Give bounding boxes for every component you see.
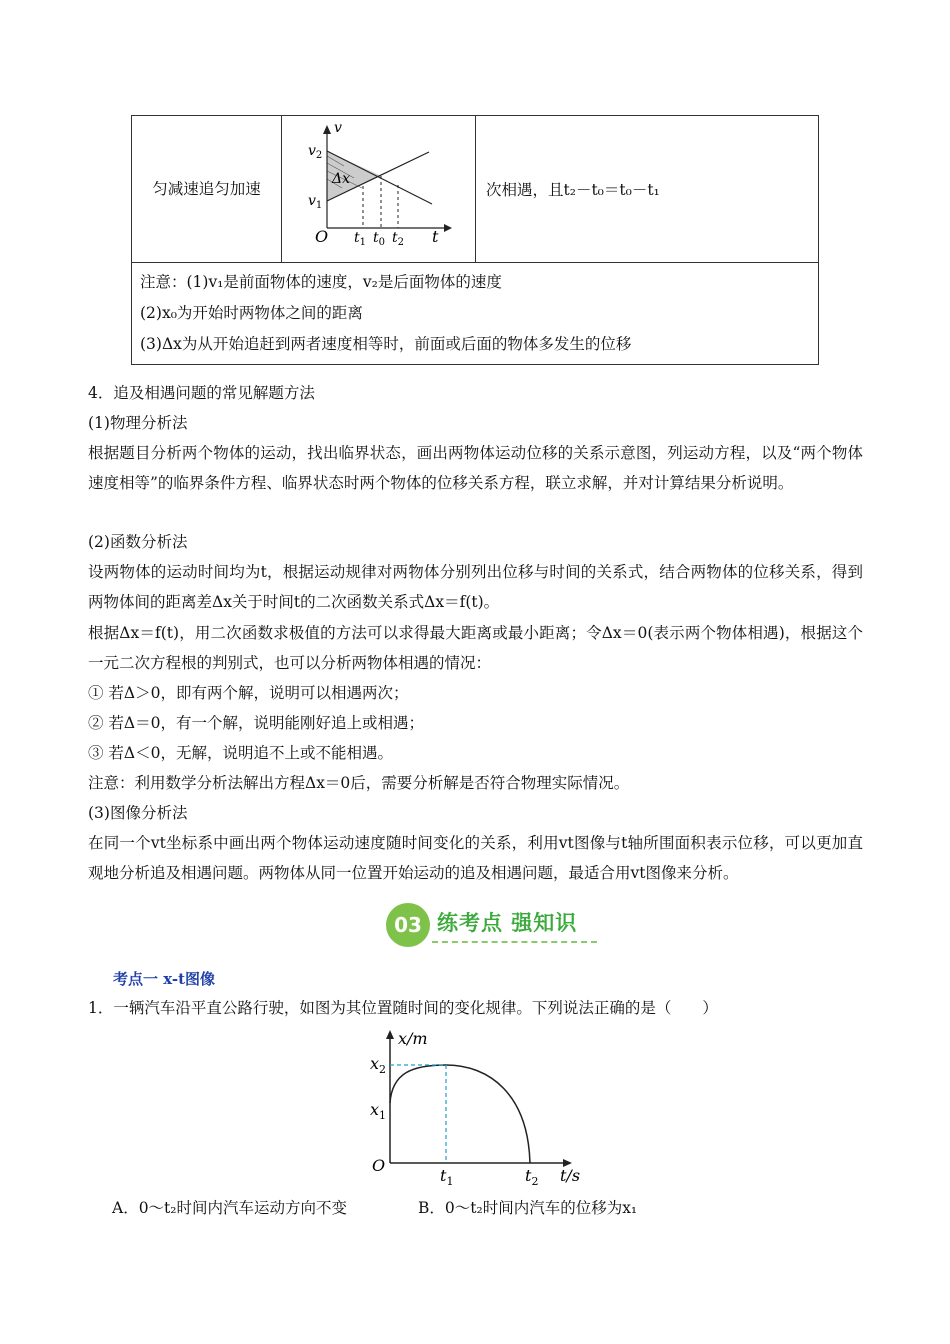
method-2-note: 注意：利用数学分析法解出方程Δx＝0后，需要分析解是否符合物理实际情况。 <box>88 774 630 792</box>
t2-label: $t_2$ <box>392 230 405 248</box>
row-label: 匀减速追匀加速 <box>132 116 282 263</box>
method-3-text: 在同一个vt坐标系中画出两个物体运动速度随时间变化的关系，利用vt图像与t轴所围面积表示位移，可以更加直观地分析追及相遇问题。两物体从同一位置开始运动的追及相遇问题，最适合用vt图像来分析。 <box>88 834 863 882</box>
case-2: ② 若Δ＝0，有一个解，说明能刚好追上或相遇； <box>88 714 424 732</box>
method-1-text: 根据题目分析两个物体的运动，找出临界状态，画出两物体运动位移的关系示意图，列运动方程，以及“两个物体速度相等”的临界条件方程、临界状态时两个物体的位移关系方程，联立求解，并对计算结果分析说明。 <box>88 444 863 492</box>
xt-origin-label: O <box>372 1156 386 1175</box>
option-b: B．0～t₂时间内汽车的位移为x₁ <box>418 1199 638 1217</box>
vt-graph <box>282 116 475 258</box>
x1-tick-label: $x_1$ <box>370 1100 387 1122</box>
x2-tick-label: $x_2$ <box>370 1054 387 1076</box>
t1-label: $t_1$ <box>354 230 367 248</box>
xt-graph <box>360 1025 600 1190</box>
note-3: (3)Δx为从开始追赶到两者速度相等时，前面或后面的物体多发生的位移 <box>140 335 632 353</box>
method-2-text: 设两物体的运动时间均为t，根据运动规律对两物体分别列出位移与时间的关系式，结合两物体的位移关系，得到两物体间的距离差Δx关于时间t的二次函数关系式Δx＝f(t)。 <box>88 563 863 611</box>
xt-y-axis-label: x/m <box>398 1029 428 1048</box>
vt-graph-cell <box>282 116 476 263</box>
delta-x-label: Δx <box>332 171 351 187</box>
notes-cell <box>132 263 819 365</box>
section-heading: 4．追及相遇问题的常见解题方法 <box>88 384 315 402</box>
kaodian-heading: 考点一 x-t图像 <box>113 970 216 988</box>
banner-underline <box>432 941 597 943</box>
method-3-title: (3)图像分析法 <box>88 804 188 822</box>
question-stem: 1．一辆汽车沿平直公路行驶，如图为其位置随时间的变化规律。下列说法正确的是（ ） <box>88 999 718 1017</box>
note-2: (2)x₀为开始时两物体之间的距离 <box>140 304 363 322</box>
t1-tick-label: $t_1$ <box>440 1166 454 1188</box>
case-1: ① 若Δ＞0，即有两个解，说明可以相遇两次； <box>88 684 409 702</box>
case-3: ③ 若Δ＜0，无解，说明追不上或不能相遇。 <box>88 744 393 762</box>
method-1-title: (1)物理分析法 <box>88 414 188 432</box>
xt-x-axis-label: t/s <box>560 1166 581 1185</box>
axis-v-label: v <box>334 120 342 136</box>
note-1: 注意：(1)v₁是前面物体的速度，v₂是后面物体的速度 <box>140 273 502 291</box>
method-2-title: (2)函数分析法 <box>88 533 188 551</box>
description-cell: 次相遇，且t₂－t₀＝t₀－t₁ <box>476 116 819 263</box>
t2-tick-label: $t_2$ <box>525 1166 539 1188</box>
axis-t-label: t <box>432 227 439 246</box>
option-a: A．0～t₂时间内汽车运动方向不变 <box>112 1199 347 1217</box>
v2-label: $v_2$ <box>308 143 323 161</box>
banner-number-badge: 03 <box>386 903 430 947</box>
comparison-table <box>131 115 819 365</box>
method-2-text2: 根据Δx＝f(t)，用二次函数求极值的方法可以求得最大距离或最小距离；令Δx＝0(表示两个物体相遇)，根据这个一元二次方程根的判别式，也可以分析两物体相遇的情况： <box>88 624 863 672</box>
banner-title: 练考点 强知识 <box>437 911 578 935</box>
v1-label: $v_1$ <box>308 193 323 211</box>
t0-label: $t_0$ <box>373 230 386 248</box>
origin-label: O <box>315 227 329 246</box>
position-curve <box>390 1065 530 1163</box>
